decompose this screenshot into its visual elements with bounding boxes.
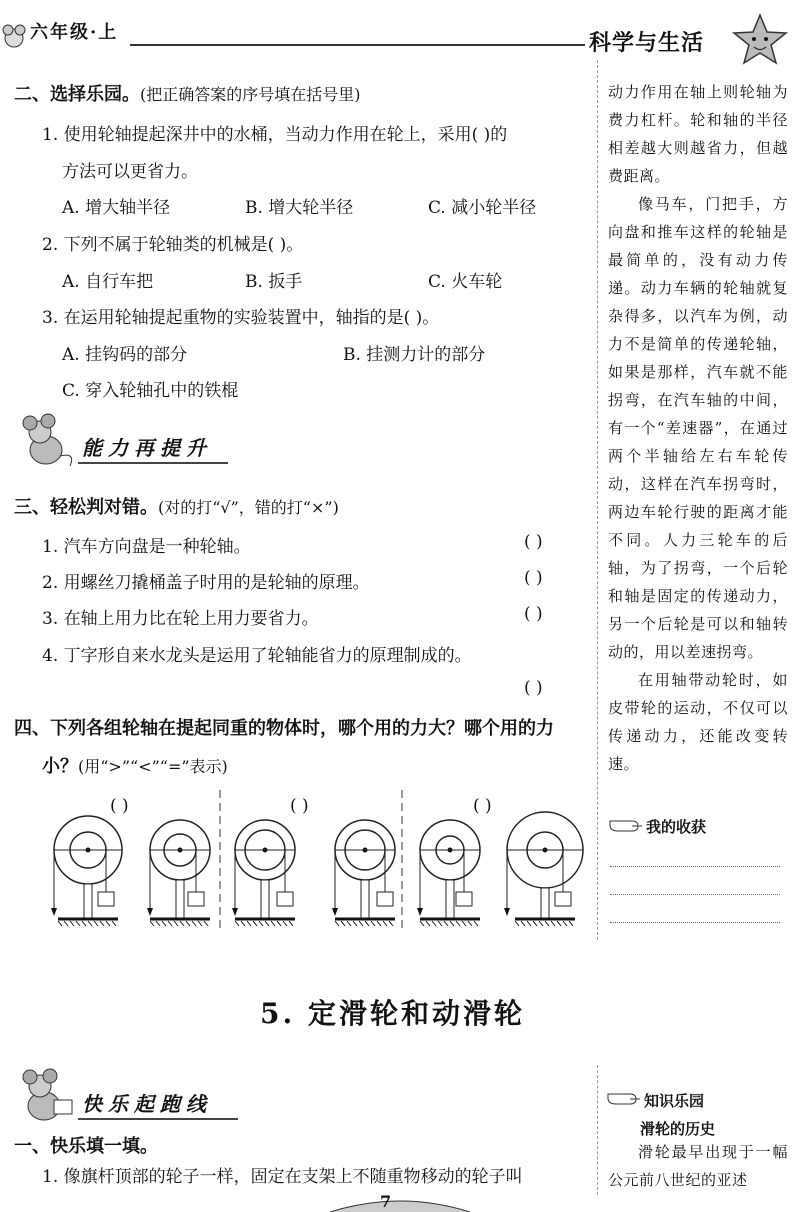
judge-blank-4[interactable]: ( ): [524, 678, 543, 698]
compare-blank-3[interactable]: ( ): [473, 796, 492, 816]
harvest-line-2[interactable]: [610, 894, 780, 895]
judge-blank-3[interactable]: ( ): [524, 604, 543, 624]
harvest-line-3[interactable]: [610, 922, 780, 923]
grade-label: 六年级·上: [30, 22, 119, 43]
q2-option-b: B. 扳手: [245, 272, 303, 292]
harvest-line-1[interactable]: [610, 866, 780, 867]
q1-option-c: C. 减小轮半径: [428, 198, 537, 218]
judge-item-2: 2. 用螺丝刀撬桶盖子时用的是轮轴的原理。: [42, 573, 370, 593]
compare-blank-2[interactable]: ( ): [290, 796, 309, 816]
q1-option-a: A. 增大轴半径: [62, 198, 171, 218]
section1-heading: 一、快乐填一填。: [14, 1136, 158, 1157]
wheel-axle-2: [147, 820, 210, 926]
star-mascot-icon: [730, 12, 790, 67]
wheel-axle-6: [504, 812, 583, 926]
pointing-hand-icon-2: [606, 1088, 642, 1110]
wheel-axle-3: [232, 820, 295, 926]
sidebar-text: [608, 78, 788, 778]
sidebar-paragraph-3: 在用轴带动轮时，如皮带轮的运动，不仅可以传递动力，还能改变转速。: [608, 671, 788, 773]
section2-heading: 二、选择乐园。(把正确答案的序号填在括号里): [14, 84, 361, 105]
mouse-head-icon: [2, 24, 26, 50]
knowledge-label: 知识乐园: [644, 1092, 705, 1110]
harvest-label: 我的收获: [646, 818, 707, 836]
sidebar-divider-lower: [597, 1065, 598, 1195]
page-number-ornament: [330, 1196, 470, 1212]
q1-option-b: B. 增大轮半径: [245, 198, 354, 218]
banner-underline: [78, 462, 228, 464]
wheel-axle-4: [332, 820, 395, 926]
q2-option-a: A. 自行车把: [62, 272, 154, 292]
judge-blank-1[interactable]: ( ): [524, 532, 543, 552]
banner-ability: 能力再提升: [82, 436, 212, 460]
section4-line1: 四、下列各组轮轴在提起同重的物体时，哪个用的力大？哪个用的力: [14, 718, 554, 739]
header-rule: [130, 44, 600, 46]
series-title: 科学与生活: [585, 26, 708, 57]
q2-option-c: C. 火车轮: [428, 272, 503, 292]
mouse-mascot-icon: [10, 412, 80, 472]
fill-q1: 1. 像旗杆顶部的轮子一样，固定在支架上不随重物移动的轮子叫: [42, 1167, 523, 1187]
section4-line2: 小？(用“>”“<”“=”表示): [42, 756, 228, 777]
judge-item-4: 4. 丁字形自来水龙头是运用了轮轴能省力的原理制成的。: [42, 646, 472, 666]
q2-text: 2. 下列不属于轮轴类的机械是( )。: [42, 235, 304, 255]
sidebar-divider: [597, 60, 598, 940]
knowledge-text: 滑轮最早出现于一幅公元前八世纪的亚述: [608, 1143, 788, 1189]
q3-option-c: C. 穿入轮轴孔中的铁棍: [62, 381, 239, 401]
q3-option-b: B. 挂测力计的部分: [343, 345, 486, 365]
mouse-reading-icon: [10, 1068, 80, 1126]
banner2-underline: [78, 1118, 238, 1120]
sidebar-paragraph-2: 像马车，门把手，方向盘和推车这样的轮轴是最简单的，没有动力传递。动力车辆的轮轴就复杂得多，以汽车为例，动力不是简单的传递轮轴，如果是那样，汽车就不能拐弯，在汽车轴的中间，有一个“差速器”，在通过两个半轴给左右车轮传动，这样在汽车拐弯时，两边车轮行驶的距离才能不同。人力三轮车的后轴，为了拐弯，一个后轮和轴是固定的传递动力，另一个后轮是可以和轴转动的，用以差速拐弯。: [608, 195, 788, 661]
knowledge-title: 滑轮的历史: [640, 1120, 716, 1138]
pointing-hand-icon: [608, 815, 644, 837]
section3-heading: 三、轻松判对错。(对的打“√”，错的打“×”): [14, 497, 339, 518]
wheel-axle-diagrams: [40, 788, 595, 938]
judge-item-1: 1. 汽车方向盘是一种轮轴。: [42, 537, 251, 557]
q3-text: 3. 在运用轮轴提起重物的实验装置中，轴指的是( )。: [42, 308, 440, 328]
sidebar-paragraph-1: 动力作用在轴上则轮轴为费力杠杆。轮和轴的半径相差越大则越省力，但越费距离。: [608, 83, 788, 185]
q1-line2: 方法可以更省力。: [62, 162, 198, 182]
judge-item-3: 3. 在轴上用力比在轮上用力要省力。: [42, 609, 319, 629]
judge-blank-2[interactable]: ( ): [524, 568, 543, 588]
q3-option-a: A. 挂钩码的部分: [62, 345, 188, 365]
compare-blank-1[interactable]: ( ): [110, 796, 129, 816]
q1-line1: 1. 使用轮轴提起深井中的水桶，当动力作用在轮上，采用( )的: [42, 125, 508, 145]
wheel-axle-5: [417, 820, 480, 926]
banner-start: 快乐起跑线: [82, 1092, 212, 1116]
page-number: 7: [380, 1192, 392, 1211]
lesson-title: 5. 定滑轮和动滑轮: [260, 997, 525, 1030]
wheel-axle-1: [51, 816, 122, 926]
